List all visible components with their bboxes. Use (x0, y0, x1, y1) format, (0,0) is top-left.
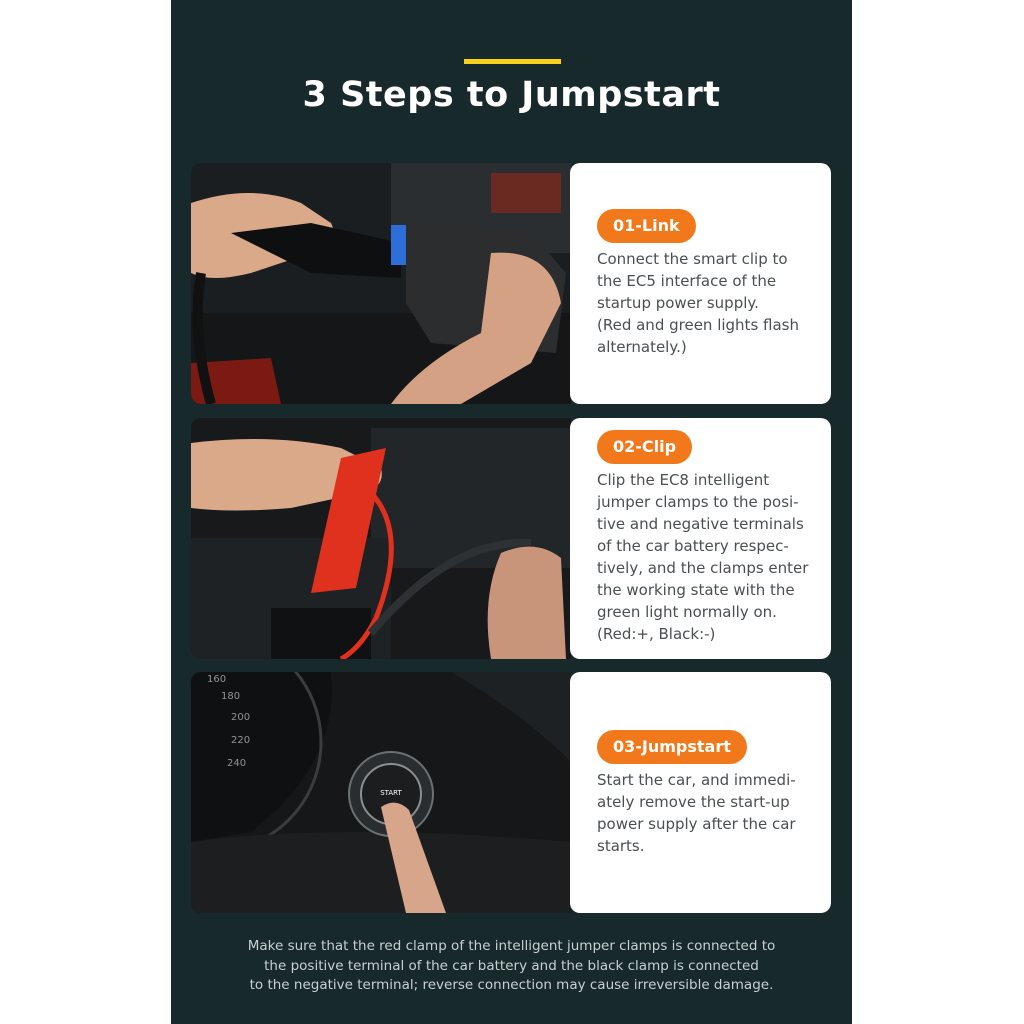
step-1-description: Connect the smart clip to the EC5 interface of the startup power supply. (Red and green lights flash alternately.) (597, 250, 799, 356)
step-3 (191, 672, 831, 913)
gauge-label: 180 (221, 691, 241, 702)
safety-note: Make sure that the red clamp of the intelligent jumper clamps is connected to the positive terminal of the car battery and the black clamp is connected to the negative terminal; reverse connection may cause irreversible damage. (247, 938, 776, 993)
gauge-label: 160 (207, 674, 227, 685)
step-3-description: Start the car, and immedi- ately remove the start-up power supply after the car starts. (597, 771, 796, 855)
step-1 (191, 163, 831, 404)
step-3-photo (191, 672, 571, 913)
page-title: 3 Steps to Jumpstart (302, 75, 721, 115)
step-3-card (570, 672, 831, 913)
gauge-label: 200 (231, 712, 251, 723)
start-button-photo (191, 672, 571, 913)
step-2-photo (191, 418, 571, 659)
title-accent-line (464, 59, 561, 64)
smart-clip-photo (191, 163, 571, 404)
start-button-label: START (380, 789, 402, 797)
step-1-photo (191, 163, 571, 404)
step-1-card (570, 163, 831, 404)
gauge-label: 220 (231, 735, 251, 746)
step-3-badge: 03-Jumpstart (597, 730, 747, 764)
step-2-description: Clip the EC8 intelligent jumper clamps to the posi- tive and negative terminals of the car battery respec- tively, and the clamps enter the working state with the green light normally on. (Red:+, Black:-) (597, 471, 809, 643)
step-2-badge: 02-Clip (597, 430, 692, 464)
step-2-card (570, 418, 831, 659)
step-1-badge: 01-Link (597, 209, 696, 243)
gauge-label: 240 (227, 758, 247, 769)
step-2 (191, 418, 831, 659)
infographic-panel (171, 0, 852, 1024)
jumper-clamps-photo (191, 418, 571, 659)
